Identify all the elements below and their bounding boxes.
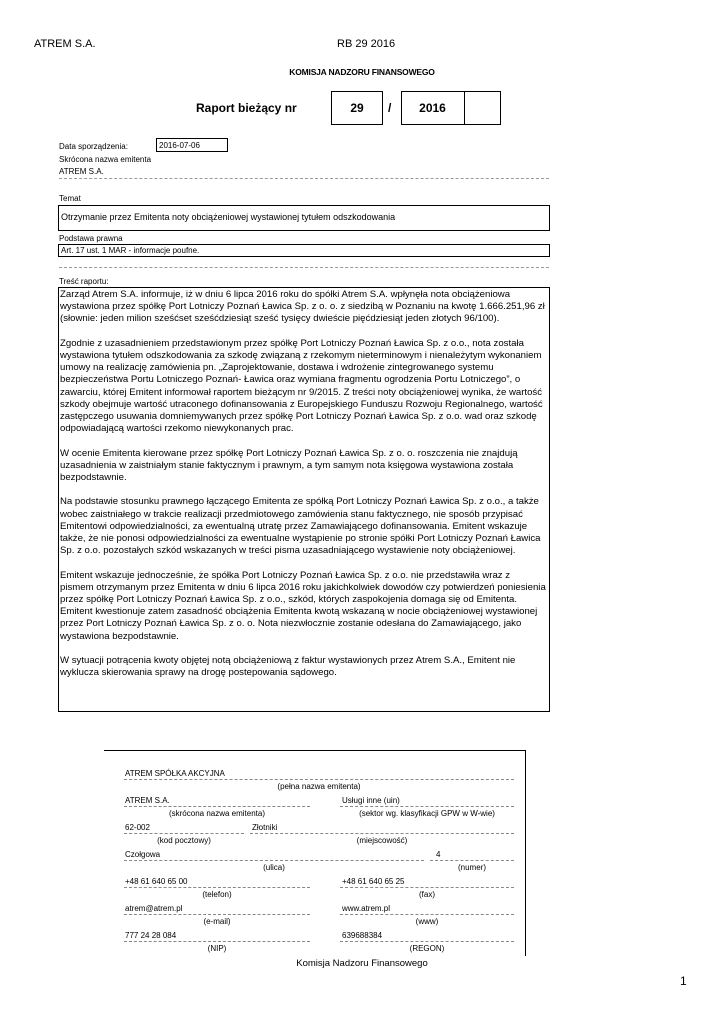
www-line: [340, 914, 514, 915]
footer-title: Komisja Nadzoru Finansowego: [296, 958, 428, 969]
content-paragraph-2: Zgodnie z uzasadnieniem przedstawionym przez spółkę Port Lotniczy Poznań Ławica Sp. z o.o., nota została wystawiona tytułem odszkodowania za szkodę związaną z rzekomym nieterminowym i nienależytym wykonaniem umowy na realizację zamówienia pn. „Zaprojektowanie, dostawa i wdrożenie zintegrowanego systemu bezpieczeństwa Portu Lotniczego Poznań- Ławica oraz wymiana fragmentu ogrodzenia Portu Lotniczego”, o zawarciu, której Emitent informował raportem bieżącym nr 9/2015. Z treści noty obciążeniowej wynika, że wartość szkody obejmuje wartość utraconego dofinansowania z Europejskiego Funduszu Rozwoju Regionalnego, wartość zastępczego usuwania domniemywanych przez spółkę Port Lotniczy Poznań Ławica Sp. z o.o. wad oraz szkodę odpowiadającą wartości rzekomo niewykonanych prac.: [60, 337, 543, 435]
content-paragraph-5: Emitent wskazuje jednocześnie, że spółka Port Lotniczy Poznań Ławica Sp. z o.o. nie przedstawiła wraz z pismem otrzymanym przez Emitenta w dniu 6 lipca 2016 roku jakichkolwiek dowodów czy potwierdzeń poniesienia przez spółkę Port Lotniczy Poznań Ławica Sp. z o.o., szkód, których zaspokojenia domaga się od Emitenta. Emitent kwestionuje zatem zasadność obciążenia Emitenta kwotą wskazaną w nocie obciążeniowej wystawionej przez Port Lotniczy Poznań Ławica Sp. z o. o. Nota niezwłocznie zostanie odesłana do Zamawiającego, jako wystawiona bezpodstawnie.: [60, 569, 546, 642]
subject-label: Temat: [59, 194, 81, 203]
fax-caption: (fax): [419, 890, 435, 899]
header-report-code: RB 29 2016: [337, 38, 396, 50]
phone-caption: (telefon): [202, 890, 232, 899]
report-year: 2016: [419, 101, 446, 115]
short-name-footer-caption: (skrócona nazwa emitenta): [168, 809, 266, 818]
email-line: [124, 914, 310, 915]
content-body: [60, 289, 546, 679]
page-title: KOMISJA NADZORU FINANSOWEGO: [289, 67, 435, 77]
number-caption: (numer): [457, 863, 486, 872]
www-value: www.atrem.pl: [342, 904, 391, 913]
content-paragraph-6: W sytuacji potrącenia kwoty objętej notą obciążeniową z faktur wystawionych przez Atrem S.A., Emitent nie wyklucza skierowania sprawy na drogę postepowania sądowego.: [60, 655, 516, 679]
legal-basis-value: Art. 17 ust. 1 MAR - informacje poufne.: [61, 246, 200, 255]
subject-value: Otrzymanie przez Emitenta noty obciążeniowej wystawionej tytułem odszkodowania: [61, 212, 396, 222]
postal-caption: (kod pocztowy): [157, 836, 211, 845]
full-name-value: ATREM SPÓŁKA AKCYJNA: [125, 769, 225, 778]
postal-value: 62-002: [125, 823, 150, 832]
email-value: atrem@atrem.pl: [125, 904, 183, 913]
report-label: Raport bieżący nr: [196, 101, 297, 115]
header-company: ATREM S.A.: [34, 38, 96, 50]
short-name-divider: [59, 178, 549, 179]
short-name-footer-value: ATREM S.A.: [125, 796, 170, 805]
content-label: Treść raportu:: [59, 277, 109, 286]
date-value: 2016-07-06: [156, 138, 228, 152]
phone-value: +48 61 640 65 00: [125, 877, 188, 886]
sector-caption: (sektor wg. klasyfikacji GPW w W-wie): [359, 809, 495, 818]
city-value: Złotniki: [252, 823, 278, 832]
content-paragraph-1: Zarząd Atrem S.A. informuje, iż w dniu 6 lipca 2016 roku do spółki Atrem S.A. wpłynęła nota obciążeniowa wystawiona przez spółkę Port Lotniczy Poznań Ławica Sp. z o. o. z siedzibą w Poznaniu na kwotę 1.666.251,96 zł (słownie: jeden milion sześćset sześćdziesiąt sześć tysięcy dwieście pięćdziesiąt jeden złotych 96/100).: [60, 289, 545, 325]
footer-right-rule: [525, 750, 526, 956]
postal-line: [124, 833, 244, 834]
content-paragraph-3: W ocenie Emitenta kierowane przez spółkę Port Lotniczy Poznań Ławica Sp. z o. o. roszczenia nie znajdują uzasadnienia w zaistniałym stanie faktycznym i prawnym, a tym samym nota księgowa wystawiona została bezpodstawnie.: [60, 447, 518, 484]
short-name-value: ATREM S.A.: [59, 167, 104, 176]
regon-value: 639688384: [342, 931, 383, 940]
city-line: [250, 833, 514, 834]
footer-top-rule: [104, 750, 526, 751]
report-year-divider: [464, 91, 465, 125]
street-value: Czołgowa: [125, 850, 161, 859]
fax-value: +48 61 640 65 25: [342, 877, 405, 886]
report-slash: /: [388, 101, 392, 115]
regon-line: [340, 941, 514, 942]
phone-line: [124, 887, 310, 888]
number-line: [430, 860, 514, 861]
legal-basis-label: Podstawa prawna: [59, 234, 123, 243]
email-caption: (e-mail): [203, 917, 231, 926]
street-line: [124, 860, 424, 861]
city-caption: (miejscowość): [356, 836, 408, 845]
www-caption: (www): [415, 917, 439, 926]
sector-line: [340, 806, 514, 807]
fax-line: [340, 887, 514, 888]
short-name-footer-line: [124, 806, 310, 807]
report-number: 29: [350, 101, 364, 115]
date-label: Data sporządzenia:: [59, 142, 128, 151]
nip-line: [124, 941, 310, 942]
page-number: 1: [680, 974, 687, 988]
nip-caption: (NIP): [207, 944, 227, 953]
content-paragraph-4: Na podstawie stosunku prawnego łączącego Emitenta ze spółką Port Lotniczy Poznań Ławica Sp. z o.o., a także wobec zaistniałego w trakcie realizacji przedmiotowego zamówienia stanu faktycznego, nie sposób przypisać Emitentowi odpowiedzialności, za ewentualną utratę przez Zamawiającego dofinansowania. Emitent wskazuje także, że nie ponosi odpowiedzialności za ewentualne wystąpienie po stronie spółki Port Lotniczy Poznań Ławica Sp. z o.o. pozostałych szkód wskazanych w treści pisma uzasadniającego wystawienie noty obciążeniowej.: [60, 496, 541, 557]
short-name-label: Skrócona nazwa emitenta: [59, 155, 152, 164]
full-name-caption: (pełna nazwa emitenta): [277, 782, 361, 791]
number-value: 4: [436, 850, 441, 859]
regon-caption: (REGON): [409, 944, 445, 953]
nip-value: 777 24 28 084: [125, 931, 177, 940]
legal-basis-divider: [59, 267, 549, 268]
sector-value: Usługi inne (uin): [342, 796, 400, 805]
full-name-line: [124, 779, 514, 780]
street-caption: (ulica): [263, 863, 285, 872]
